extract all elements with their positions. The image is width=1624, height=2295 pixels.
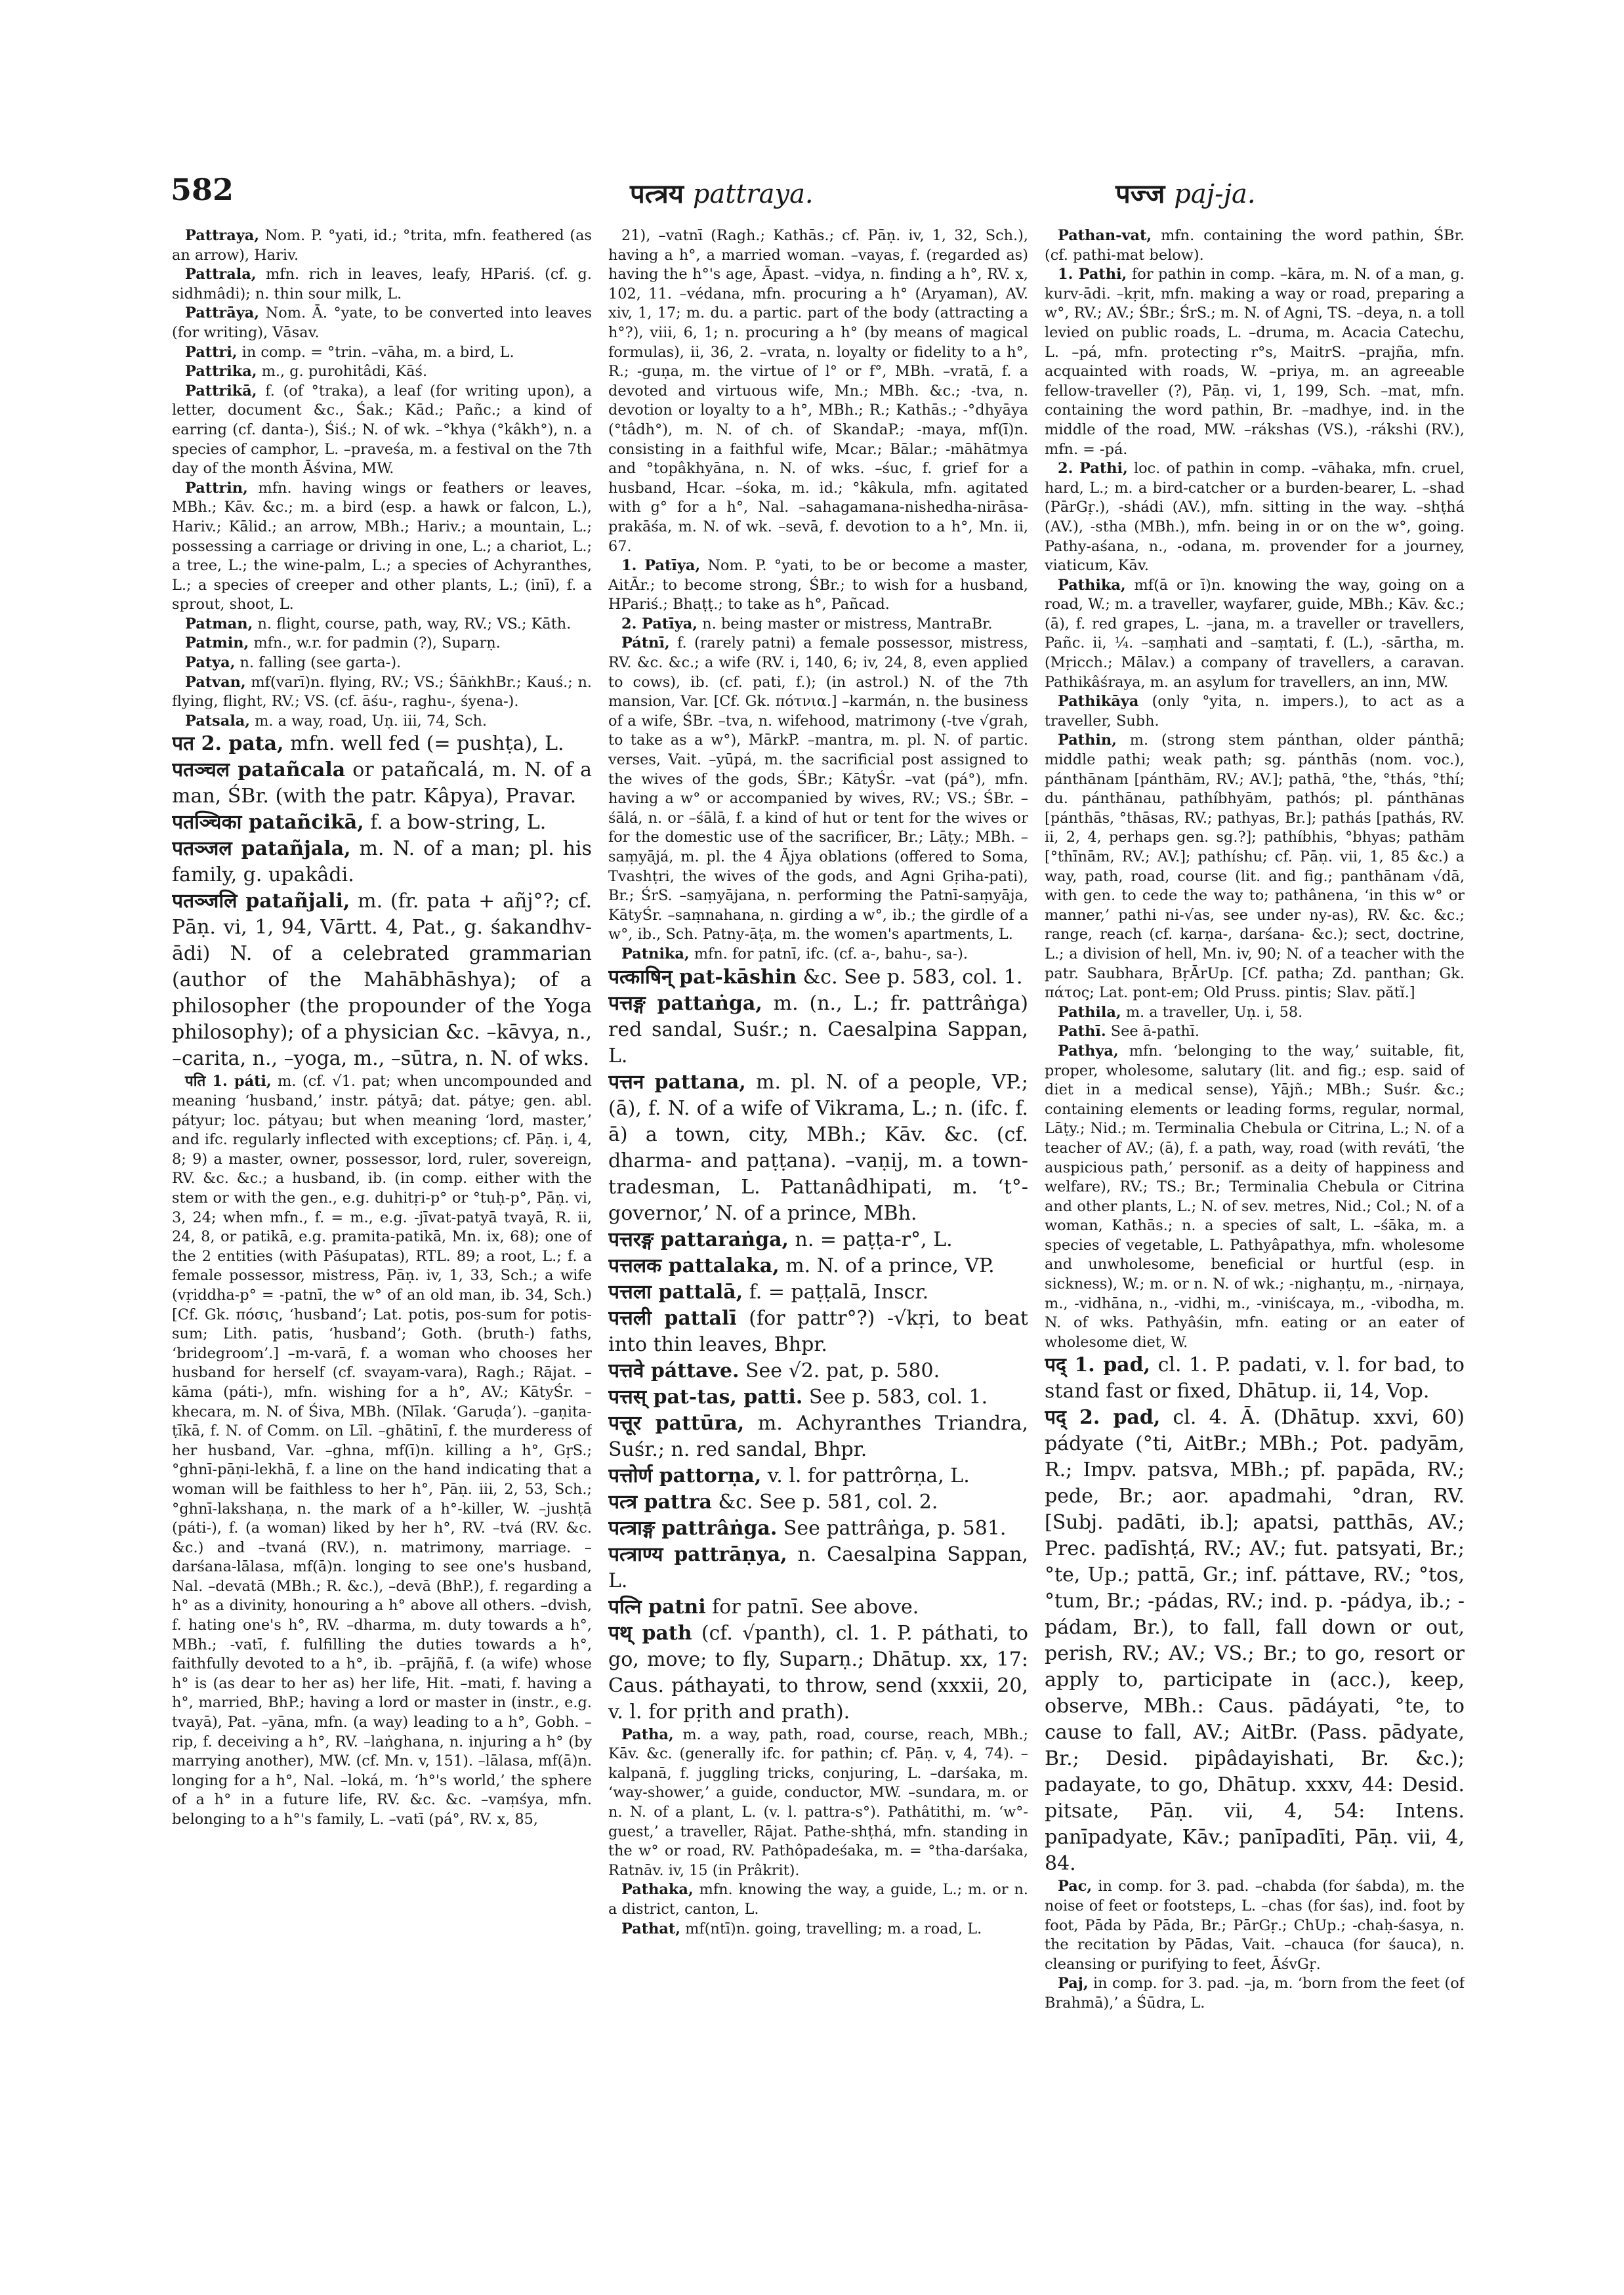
entry-text: f. (of °traka), a leaf (for writing upon), a letter, document &c., Śak.; Kād.; Pañc.; a kind of earring (cf. danta-), Śiś.; N. of wk. –°khya (°kâkh°), n. a species of camphor, L. –praveśa, m. a festival on the 7th day of the month Āśvina, MW.: [172, 382, 592, 478]
running-head-left-latin: pattraya.: [692, 179, 814, 209]
entry-headword: 2. Pathi,: [1058, 460, 1128, 478]
entry-text: m. (n., L.; fr. pattrâṅga) red sandal, Suśr.; n. Caesalpina Sappan, L.: [608, 991, 1028, 1067]
entry-text: (cf. √panth), cl. 1. P. páthati, to go, move; to fly, Suparṇ.; Dhātup. xx, 17: Caus. páthayati, to throw, send (xxxii, 20, v. l. for pṛith and prath).: [608, 1621, 1028, 1724]
entry-headword: पति 1. páti,: [185, 1073, 272, 1090]
dictionary-entry: [608, 634, 1028, 945]
entry-text: or patañcalá, m. N. of a man, ŚBr. (with the patr. Kâpya), Pravar.: [172, 758, 592, 808]
dictionary-entry: [1045, 1877, 1465, 1974]
dictionary-entry: [172, 304, 592, 342]
entry-text: m. (strong stem pánthan, older pánthā; middle pathi; weak path; sg. pánthās (nom. voc.), pánthānam [pánthām, RV.; AV.]; pathā, °the, °thás, °thí; du. pánthānau, pathíbhyām, pathós; pl. pánthānas [pánthās, °thāsas, RV.; pathyas, Br.]; pathás [pathás, RV. ii, 2, 4, perhaps gen. sg.?]; pathíbhis, °bhyas; pathām [°thīnām, RV.; AV.]; pathíshu; cf. Pāṇ. vii, 1, 85 &c.) a way, path, road, course (lit. and fig.; panthānam √dā, with gen. to cede the way to; pathânena, ‘in this w° or manner,’ pathi ni-√as, see under ny-as), RV. &c. &c.; range, reach (cf. karṇa-, darśana- &c.); sect, doctrine, L.; a division of hell, Mn. iv, 90; N. of a teacher with the patr. Saubhara, BṛĀrUp. [Cf. patha; Zd. panthan; Gk. πάτος; Lat. pont-em; Old Pruss. pintis; Slav. pătĭ.]: [1045, 732, 1465, 1002]
entry-text: cl. 4. Ā. (Dhātup. xxvi, 60) pádyate (°ti, AitBr.; MBh.; Pot. padyām, R.; Impv. patsva, MBh.; pf. papāda, RV.; pede, Br.; aor. apadmahi, °dran, RV. [Subj. padāti, ib.]; apatsi, patthās, AV.; Prec. padīshṭá, RV.; AV.; fut. patsyati, Br.; °te, Up.; pattā, Gr.; inf. páttave, RV.; °tos, °tum, Br.; -pádas, RV.; ind. p. -pádya, ib.; -pádam, Br.), to fall, fall down or out, perish, RV.; AV.; VS.; Br.; to go, resort or apply to, participate in (acc.), keep, observe, MBh.: Caus. pādáyati, °te, to cause to fall, AV.; AitBr. (Pass. pādyate, Br.; Desid. pipâdayishati, Br. &c.); padayate, to go, Dhātup. xxxv, 44: Desid. pitsate, Pāṇ. vii, 4, 54: Intens. panīpadyate, Kāv.; panīpadīti, Pāṇ. vii, 4, 84.: [1045, 1406, 1465, 1876]
dictionary-entry: [172, 888, 592, 1072]
dictionary-entry: [1045, 731, 1465, 1003]
dictionary-entry: [1045, 692, 1465, 731]
dictionary-entry: [608, 1227, 1028, 1253]
entry-text: f. (rarely patni) a female possessor, mistress, RV. &c. &c.; a wife (RV. i, 140, 6; iv, 24, 8, even applied to cows), ib. (cf. pati, f.); (in astrol.) N. of the 7th mansion, Var. [Cf. Gk. πότνια.] –karmán, n. the business of a wife, ŚBr. –tva, n. wifehood, matrimony (-tve √grah, to take as a w°), MārkP. –mantra, m. pl. N. of partic. verses, Vait. –yūpá, m. the sacrificial post assigned to the wives of the gods, ŚBr.; KātyŚr. –vat (pá°), mfn. having a w° or accompanied by wives, RV.; VS.; ŚBr. –śālá, n. or –śālā, f. a kind of hut or tent for the wives or for the domestic use of the sacrificer, Br.; Lāṭy.; MBh. –saṃyājá, m. pl. the 4 Ājya oblations (offered to Soma, Tvashṭri, the wives of the gods, and Agni Gṛiha-pati), Br.; ŚrS. –saṃyājana, n. performing the Patnī-saṃyāja, KātyŚr. –saṃnahana, n. girding a w°, ib.; the girdle of a w°, ib., Sch. Patny-āṭa, m. the women's apartments, L.: [608, 634, 1028, 943]
dictionary-entry: [172, 226, 592, 265]
entry-text: Nom. P. °yati, to be or become a master, AitĀr.; to become strong, ŚBr.; to wish for a husband, HPariś.; Bhaṭṭ.; to take as h°, Pañcad.: [608, 557, 1028, 613]
dictionary-entry: [1045, 1405, 1465, 1877]
entry-text: mfn. rich in leaves, leafy, HPariś. (cf. g. sidhmâdi); n. thin sour milk, L.: [172, 266, 592, 302]
entry-text: loc. of pathin in comp. –vāhaka, mfn. cruel, hard, L.; m. a bird-catcher or a burden-bearer, L. –shad (PārGṛ.), -shádi (AV.), mfn. sitting in the way. –shṭhá (AV.), -stha (MBh.), mfn. being in or on the w°, going. Pathy-aśana, n., -odana, m. provender for a journey, viaticum, Kāv.: [1045, 460, 1465, 575]
dictionary-entry: [172, 810, 592, 836]
entry-text: m. (cf. √1. pat; when uncompounded and meaning ‘husband,’ instr. pátyā; dat. pátye; gen. abl. pátyur; loc. pátyau; but when meaning ‘lord, master,’ and ifc. regularly inflected with exceptions; cf. Pāṇ. i, 4, 8; 9) a master, owner, possessor, lord, ruler, sovereign, RV. &c. &c.; a husband, ib. (in comp. either with the stem or with the gen., e.g. duhitṛi-p° or °tuḥ-p°, Pāṇ. vi, 3, 24; when mfn., f. = m., e.g. -jīvat-patyā tvayā, R. ii, 24, 8, or patikā, e.g. pramita-patikā, Mn. ix, 68); one of the 2 entities (with Pāśupatas), RTL. 89; a root, L.; f. a female possessor, mistress, Pāṇ. iv, 1, 33, Sch.; a wife (vṛiddha-p° = -patnī, the w° of an old man, ib. 34, Sch.) [Cf. Gk. πόσις, ‘husband’; Lat. potis, pos-sum for potis-sum; Lith. patis, ‘husband’; Goth. (bruth-) faths, ‘bridegroom’.] –m-varā, f. a woman who chooses her husband for herself (cf. svayam-vara), Ragh.; Rājat. –kāma (páti-), mfn. wishing for a h°, AV.; KātyŚr. –khecara, m. N. of Śiva, MBh. (Nīlak. ‘Garuḍa’). –gaṇita-ṭīkā, f. N. of Comm. on Līl. –ghātinī, f. the murderess of her husband, Var. –ghna, mf(ī)n. killing a h°, GṛS.; °ghnī-pāṇi-lekhā, f. a line on the hand indicating that a woman will be faithless to her h°, Pāṇ. iii, 2, 53, Sch.; °ghnī-lakshaṇa, n. the mark of a h°-killer, W. –jushṭā (páti-), f. (a woman) liked by her h°, RV. –tvá (RV. &c. &c.) and –tvaná (RV.), n. matrimony, marriage. –darśana-lālasa, mf(ā)n. longing to see one's husband, Nal. –devatā (MBh.; R. &c.), –devā (BhP.), f. regarding a h° as a divinity, honouring a h° above all others. –dvish, f. hating one's h°, RV. –dharma, m. duty towards a h°, MBh.; -vatī, f. fulfilling the duties towards a h°, faithfully devoted to a h°, ib. –prājñā, f. (a wife) whose h° is (as dear to her as) her life, Hit. –mati, f. having a h°, married, BhP.; having a lord or master in (instr., e.g. tvayā), Pat. –yāna, mfn. (a way) leading to a h°, Gobh. –rip, f. deceiving a h°, RV. –laṅghana, n. injuring a h° (by marrying another), MW. (cf. Mn. v, 151). –lālasa, mf(ā)n. longing for a h°, Nal. –loká, m. ‘h°'s world,’ the sphere of a h° in a future life, RV. &c. &c. –vaṃśya, mfn. belonging to a h°'s family, L. –vatī (pá°, RV. x, 85,: [172, 1073, 592, 1828]
dictionary-entry: [172, 836, 592, 888]
column-left: [172, 226, 592, 2185]
entry-text: mfn. knowing the way, a guide, L.; m. or n. a district, canton, L.: [608, 1881, 1028, 1918]
entry-text: See ā-pathī.: [1110, 1023, 1200, 1041]
dictionary-entry: [608, 1279, 1028, 1306]
running-head-right-devanagari: पज्ज: [1115, 178, 1165, 209]
entry-headword: पत्तली pattalī: [608, 1306, 737, 1330]
entry-headword: पद् 2. pad,: [1045, 1406, 1161, 1430]
running-head-left: [630, 175, 814, 211]
entry-text: n. being master or mistress, MantraBr.: [702, 615, 993, 632]
entry-headword: पतञ्जलि patañjali,: [172, 890, 350, 913]
dictionary-entry: [608, 1358, 1028, 1384]
entry-headword: Patya,: [185, 654, 236, 672]
column-middle: [608, 226, 1028, 2185]
entry-headword: Patvan,: [185, 673, 246, 691]
dictionary-entry: [608, 1463, 1028, 1489]
dictionary-entry: [608, 1920, 1028, 1939]
entry-text: mfn. for patnī, ifc. (cf. a-, bahu-, sa-).: [694, 945, 968, 962]
entry-text: v. l. for pattrôrṇa, L.: [767, 1464, 970, 1487]
dictionary-entry: [608, 1253, 1028, 1279]
entry-headword: पत्तोर्ण pattorṇa,: [608, 1464, 762, 1487]
entry-text: m. a way, road, Uṇ. iii, 74, Sch.: [255, 712, 487, 730]
entry-text: mfn. ‘belonging to the way,’ suitable, fit, proper, wholesome, salutary (lit. and fig.; esp. said of diet in a medical sense), Yājñ.; MBh.; Suśr. &c.; containing elements or leading forms, regular, normal, Lāṭy.; Nid.; m. Terminalia Chebula or Citrina, L.; N. of a teacher of AV.; (ā), f. a path, way, road (with revátī, ‘the auspicious path,’ personif. as a deity of happiness and welfare), RV.; TS.; Br.; Terminalia Chebula or Citrina and other plants, L.; N. of sev. metres, Nid.; Col.; N. of a woman, Kathās.; n. a species of salt, L. –śāka, m. a species of vegetable, L. Pathyâpathya, mfn. wholesome and unwholesome, beneficial or hurtful (esp. in sickness), W.; m. or n. N. of wk.; -nighaṇṭu, m., -nirṇaya, m., -vidhāna, n., -vidhi, m., -viniścaya, m., -vibodha, m. N. of wks. Pathyâśin, mfn. eating or an eater of wholesome diet, W.: [1045, 1042, 1465, 1351]
entry-headword: Pattraya,: [185, 227, 260, 244]
entry-text: in comp. = °trin. –vāha, m. a bird, L.: [241, 343, 514, 361]
entry-headword: 1. Pathi,: [1058, 266, 1127, 283]
column-right: [1045, 226, 1465, 2185]
dictionary-entry: [608, 1306, 1028, 1358]
entry-headword: पत्काषिन् pat-kāshin: [608, 965, 797, 989]
dictionary-entry: [608, 945, 1028, 964]
entry-headword: Pathya,: [1058, 1042, 1119, 1060]
entry-headword: Pathī.: [1058, 1023, 1106, 1041]
entry-headword: पथ् path: [608, 1621, 692, 1645]
entry-headword: Patmin,: [185, 634, 249, 652]
entry-text: m. N. of a man; pl. his family, g. upakâdi.: [172, 837, 592, 887]
entry-headword: Pattri,: [185, 343, 238, 361]
entry-headword: पत्तला pattalā,: [608, 1280, 743, 1304]
dictionary-entry: [608, 1384, 1028, 1411]
entry-text: mf(varī)n. flying, RV.; VS.; ŚāṅkhBr.; Kauś.; n. flying, flight, RV.; VS. (cf. āśu-, raghu-, śyena-).: [172, 673, 592, 711]
dictionary-entry: [1045, 576, 1465, 693]
entry-headword: Patha,: [621, 1726, 674, 1743]
entry-headword: Pathila,: [1058, 1003, 1121, 1021]
entry-headword: Pathikāya: [1058, 693, 1139, 711]
entry-headword: Pattrika,: [185, 363, 257, 381]
entry-headword: 2. Patīya,: [621, 615, 698, 632]
dictionary-entry: [608, 226, 1028, 556]
entry-text: (only °yita, n. impers.), to act as a traveller, Subh.: [1045, 693, 1465, 730]
entry-headword: पत्तरङ्ग pattaraṅga,: [608, 1228, 789, 1251]
entry-text: mfn., w.r. for padmin (?), Suparṇ.: [253, 634, 501, 652]
entry-headword: Pathika,: [1058, 576, 1126, 594]
entry-headword: Pátnī,: [621, 634, 670, 652]
dictionary-entry: [1045, 1042, 1465, 1353]
entry-text: Nom. Ā. °yate, to be converted into leaves (for writing), Vāsav.: [172, 304, 592, 341]
entry-headword: Pathin,: [1058, 732, 1117, 749]
entry-headword: पत 2. pata,: [172, 732, 284, 756]
entry-headword: पतञ्चल patañcala: [172, 758, 346, 782]
entry-text: (for pattr°?) -√kṛi, to beat into thin leaves, Bhpr.: [608, 1306, 1028, 1356]
entry-headword: 1. Patīya,: [621, 557, 701, 575]
entry-text: for pathin in comp. –kāra, m. N. of a man, g. kurv-ādi. –kṛit, mfn. making a way or road, preparing a w°, RV.; AV.; ŚBr.; ŚrS.; m. N. of Agni, TS. –deya, n. a toll levied on public roads, L. –druma, m. Acacia Catechu, L. –pá, mfn. protecting r°s, MaitrS. –prajña, mfn. acquainted with roads, W. –priya, m. an agreeable fellow-traveller (?), Pāṇ. vi, 1, 199, Sch. –mat, mfn. containing the word pathin, Br. –madhye, ind. in the middle of the road, MW. –rákshas (VS.), -rákshi (RV.), mfn. = -pá.: [1045, 266, 1465, 458]
entry-headword: पत्त्र pattra: [608, 1490, 712, 1514]
entry-text: n. flight, course, path, way, RV.; VS.; Kāth.: [257, 615, 572, 632]
entry-headword: पत्तूर pattūra,: [608, 1411, 745, 1435]
entry-headword: Pattrin,: [185, 479, 248, 497]
entry-text: for patnī. See above.: [712, 1595, 919, 1619]
entry-text: mfn. having wings or feathers or leaves, MBh.; Kāv. &c.; m. a bird (esp. a hawk or falcon, L.), Hariv.; Kālid.; an arrow, MBh.; Hariv.; a mountain, L.; possessing a carriage or driving in one, L.; a chariot, L.; a tree, L.; the wine-palm, L.; a species of Achyranthes, L.; a species of creeper and other plants, L.; (inī), f. a sprout, shoot, L.: [172, 479, 592, 613]
entry-headword: Patnika,: [621, 945, 690, 962]
dictionary-entry: [172, 731, 592, 757]
dictionary-entry: [608, 1594, 1028, 1621]
entry-headword: Pattrāya,: [185, 304, 260, 322]
dictionary-entry: [1045, 1352, 1465, 1405]
dictionary-entry: [608, 1880, 1028, 1919]
entry-headword: Pathat,: [621, 1920, 681, 1937]
entry-headword: पत्नि patni: [608, 1595, 706, 1619]
running-head-right: [1115, 175, 1256, 211]
dictionary-entry: [608, 1411, 1028, 1463]
entry-headword: Pattrala,: [185, 266, 257, 283]
dictionary-entry: [172, 757, 592, 810]
entry-headword: पद् 1. pad,: [1045, 1354, 1151, 1377]
entry-text: Nom. P. °yati, id.; °trita, mfn. feathered (as an arrow), Hariv.: [172, 227, 592, 264]
dictionary-entry: [608, 1726, 1028, 1881]
dictionary-entry: [172, 615, 592, 634]
dictionary-entry: [172, 479, 592, 615]
entry-text: in comp. for 3. pad. –ja, m. ‘born from the feet (of Brahmā),’ a Śūdra, L.: [1045, 1975, 1465, 2012]
entry-headword: पत्तवे páttave.: [608, 1359, 739, 1382]
entry-headword: पत्त्राण्य pattrāṇya,: [608, 1542, 787, 1566]
entry-headword: पतञ्चिका patañcikā,: [172, 811, 364, 835]
entry-text: n. = paṭṭa-r°, L.: [795, 1228, 953, 1251]
dictionary-entry: [1045, 1022, 1465, 1042]
dictionary-entry: [172, 362, 592, 382]
entry-text: &c. See p. 583, col. 1.: [802, 965, 1023, 989]
entry-headword: पत्तस् pat-tas, patti.: [608, 1385, 803, 1409]
entry-text: See p. 583, col. 1.: [808, 1385, 988, 1409]
entry-text: 21), –vatnī (Ragh.; Kathās.; cf. Pāṇ. iv, 1, 32, Sch.), having a h°, a married woman. –vayas, f. (regarded as) having the h°'s age, Āpast. –vidya, n. finding a h°, RV. x, 102, 11. –védana, mfn. procuring a h° (Aryaman), AV. xiv, 1, 17; m. du. a partic. part of the body (attracting a h°?), viii, 6, 1; n. procuring a h° (by means of magical formulas), ii, 36, 2. –vrata, n. loyalty or fidelity to a h°, R.; -guṇa, m. the virtue of l° or f°, MBh. –vratā, f. a devoted and virtuous wife, Mn.; MBh. &c.; -tva, n. devotion or loyalty to a h°, MBh.; R.; Kathās.; -°dhyāya (°tâdh°), m. N. of ch. of SkandaP.; -maya, mf(ī)n. consisting in a faithful wife, Mcar.; Bālar.; -māhātmya and °topâkhyāna, n. N. of wks. –śuc, f. grief for a husband, Hcar. –śoka, m. id.; °kâkula, mfn. agitated with g° for a h°, Nal. –sahagamana-nishedha-nirāsa-prakāśa, m. N. of wk. –sevā, f. devotion to a h°, Mn. ii, 67.: [608, 227, 1028, 555]
dictionary-entry: [608, 1069, 1028, 1227]
entry-headword: पत्तन pattana,: [608, 1070, 746, 1094]
dictionary-entry: [608, 964, 1028, 991]
dictionary-entry: [172, 1072, 592, 1829]
dictionary-entry: [608, 615, 1028, 634]
dictionary-entry: [172, 382, 592, 479]
entry-text: n. falling (see garta-).: [239, 654, 402, 672]
text-columns: [172, 226, 1465, 2185]
entry-text: mfn. well fed (= pushṭa), L.: [290, 732, 564, 756]
dictionary-entry: [1045, 226, 1465, 265]
page-header: [171, 172, 1463, 218]
dictionary-entry: [608, 1542, 1028, 1594]
entry-text: in comp. for 3. pad. –chabda (for śabda), m. the noise of feet or footsteps, L. –chas (for śas), ind. foot by foot, Pāda by Pāda, Br.; PārGṛ.; ChUp.; -chaḥ-śasya, n. the recitation by Pādas, Vait. –chauca (for śauca), n. cleansing or purifying to feet, ĀśvGṛ.: [1045, 1878, 1465, 1973]
dictionary-entry: [172, 265, 592, 304]
dictionary-entry: [172, 653, 592, 673]
entry-headword: Paj,: [1058, 1975, 1089, 1993]
dictionary-entry: [1045, 265, 1465, 459]
entry-text: &c. See p. 581, col. 2.: [718, 1490, 938, 1514]
dictionary-entry: [1045, 459, 1465, 576]
dictionary-entry: [608, 991, 1028, 1069]
entry-text: m., g. purohitâdi, Kāś.: [261, 363, 428, 381]
entry-text: See pattrâṅga, p. 581.: [783, 1516, 1007, 1540]
entry-text: See √2. pat, p. 580.: [745, 1359, 940, 1382]
entry-text: m. pl. N. of a people, VP.; (ā), f. N. of a wife of Vikrama, L.; n. (ifc. f. ā) a town, city, MBh.; Kāv. &c. (cf. dharma- and paṭṭana). –vaṇij, m. a town-tradesman, L. Pattanâdhipati, m. ‘t°-governor,’ N. of a prince, MBh.: [608, 1070, 1028, 1225]
entry-headword: Patsala,: [185, 712, 251, 730]
entry-headword: पत्त्राङ्ग pattrâṅga.: [608, 1516, 778, 1540]
entry-headword: पत्तलक pattalaka,: [608, 1254, 780, 1277]
dictionary-entry: [1045, 1974, 1465, 2013]
dictionary-entry: [608, 1489, 1028, 1516]
dictionary-entry: [608, 1621, 1028, 1726]
entry-text: m. (fr. pata + añj°?; cf. Pāṇ. vi, 1, 94, Vārtt. 4, Pat., g. śakandhv-ādi) N. of a celebrated grammarian (author of the Mahābhāshya); of a philosopher (the propounder of the Yoga philosophy); of a physician &c. –kāvya, n., –carita, n., –yoga, m., –sūtra, n. N. of wks.: [172, 890, 592, 1071]
entry-headword: Patman,: [185, 615, 253, 632]
entry-text: m. a traveller, Uṇ. i, 58.: [1125, 1003, 1303, 1021]
entry-text: m. N. of a prince, VP.: [785, 1254, 995, 1277]
entry-text: f. a bow-string, L.: [370, 811, 547, 835]
running-head-left-devanagari: पत्त्रय: [630, 178, 684, 209]
page-number: 582: [171, 172, 234, 207]
entry-headword: Pathan-vat,: [1058, 227, 1152, 244]
entry-headword: पतञ्जल patañjala,: [172, 837, 351, 861]
entry-headword: Pac,: [1058, 1878, 1093, 1895]
running-head-right-latin: paj-ja.: [1174, 179, 1256, 209]
dictionary-entry: [608, 556, 1028, 615]
entry-text: mfn. containing the word pathin, ŚBr. (cf. pathi-mat below).: [1045, 227, 1465, 264]
dictionary-entry: [1045, 1003, 1465, 1023]
dictionary-entry: [172, 634, 592, 653]
entry-text: cl. 1. P. padati, v. l. for bad, to stand fast or fixed, Dhātup. ii, 14, Vop.: [1045, 1354, 1465, 1403]
entry-headword: पत्तङ्ग pattaṅga,: [608, 991, 762, 1015]
entry-text: n. Caesalpina Sappan, L.: [608, 1542, 1028, 1592]
entry-headword: Pattrikā,: [185, 382, 257, 400]
entry-text: f. = paṭṭalā, Inscr.: [749, 1280, 929, 1304]
dictionary-entry: [172, 673, 592, 712]
dictionary-entry: [172, 343, 592, 363]
entry-text: mf(ā or ī)n. knowing the way, going on a road, W.; m. a traveller, wayfarer, guide, MBh.; Kāv. &c.; (ā), f. red grapes, L. –jana, m. a traveller or travellers, Pañc. ii, ¼. –saṃhati and –saṃtati, f. (L.), -sārtha, m. (Mṛicch.; Mālav.) a company of travellers, a caravan. Pathikâśraya, m. an asylum for travellers, an inn, MW.: [1045, 576, 1465, 691]
entry-headword: Pathaka,: [621, 1881, 694, 1899]
entry-text: m. Achyranthes Triandra, Suśr.; n. red sandal, Bhpr.: [608, 1411, 1028, 1461]
entry-text: mf(ntī)n. going, travelling; m. a road, L.: [685, 1920, 982, 1937]
entry-text: m. a way, path, road, course, reach, MBh.; Kāv. &c. (generally ifc. for pathin; cf. Pāṇ. v, 4, 74). –kalpanā, f. juggling tricks, conjuring, L. –darśaka, m. ‘way-shower,’ a guide, conductor, MW. –sundara, m. or n. N. of a plant, L. (v. l. pattra-s°). Pathâtithi, m. ‘w°-guest,’ a traveller, Rājat. Pathe-shṭhá, mfn. standing in the w° or road, RV. Pathôpadeśaka, m. = °tha-darśaka, Ratnāv. iv, 15 (in Prâkrit).: [608, 1726, 1028, 1879]
dictionary-entry: [172, 712, 592, 732]
dictionary-entry: [608, 1516, 1028, 1542]
